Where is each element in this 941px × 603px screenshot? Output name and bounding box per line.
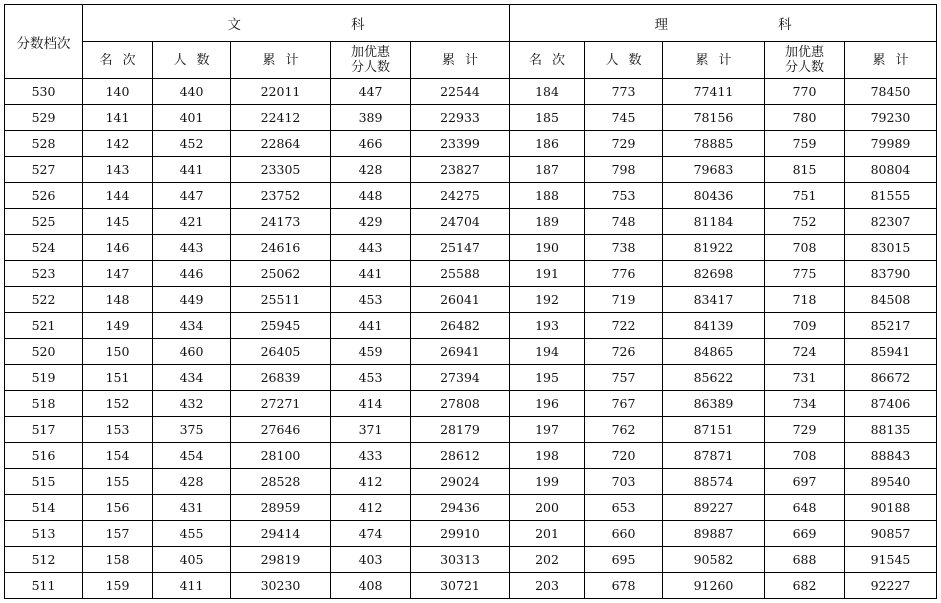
table-row	[5, 573, 937, 599]
wen-count-cell: 455	[153, 521, 231, 547]
li-count-cell: 729	[585, 131, 663, 157]
score-table	[4, 4, 937, 599]
wen-bonus-count-cell: 433	[331, 443, 411, 469]
wen-bonus-count-cell: 429	[331, 209, 411, 235]
li-count-cell: 703	[585, 469, 663, 495]
wen-bonus-count-cell: 408	[331, 573, 411, 599]
wen-rank-cell: 141	[83, 105, 153, 131]
li-bonus-count-cell: 780	[765, 105, 845, 131]
li-bonus-cumulative-cell: 80804	[845, 157, 937, 183]
wen-bonus-cumulative-cell: 27808	[411, 391, 510, 417]
sub-header-row	[5, 42, 937, 79]
li-rank-cell: 196	[510, 391, 585, 417]
li-cumulative-header: 累计	[663, 42, 765, 79]
li-rank-cell: 191	[510, 261, 585, 287]
score-cell: 521	[5, 313, 83, 339]
wen-cumulative-cell: 23752	[231, 183, 331, 209]
score-cell: 516	[5, 443, 83, 469]
li-cumulative-cell: 83417	[663, 287, 765, 313]
wen-cumulative-cell: 28528	[231, 469, 331, 495]
li-bonus-cumulative-cell: 91545	[845, 547, 937, 573]
li-cumulative-cell: 88574	[663, 469, 765, 495]
wen-cumulative-cell: 28959	[231, 495, 331, 521]
li-cumulative-cell: 78885	[663, 131, 765, 157]
wen-bonus-count-cell: 453	[331, 287, 411, 313]
wen-rank-cell: 150	[83, 339, 153, 365]
wen-rank-cell: 142	[83, 131, 153, 157]
table-row	[5, 131, 937, 157]
li-bonus-count-cell: 718	[765, 287, 845, 313]
wen-count-cell: 447	[153, 183, 231, 209]
score-cell: 529	[5, 105, 83, 131]
wen-bonus-cumulative-cell: 29024	[411, 469, 510, 495]
table-row	[5, 521, 937, 547]
wen-count-cell: 460	[153, 339, 231, 365]
li-bonus-cumulative-cell: 83015	[845, 235, 937, 261]
wen-bonus-cumulative-cell: 30313	[411, 547, 510, 573]
li-bonus-count-cell: 708	[765, 235, 845, 261]
wen-bonus-cumulative-cell: 23399	[411, 131, 510, 157]
li-cumulative-cell: 89887	[663, 521, 765, 547]
wen-count-cell: 421	[153, 209, 231, 235]
li-rank-cell: 185	[510, 105, 585, 131]
wen-bonus-cumulative-cell: 22933	[411, 105, 510, 131]
wen-count-cell: 440	[153, 79, 231, 105]
wen-bonus-cumulative-cell: 26482	[411, 313, 510, 339]
li-count-cell: 695	[585, 547, 663, 573]
table-row	[5, 313, 937, 339]
wen-rank-cell: 153	[83, 417, 153, 443]
wen-bonus-count-cell: 412	[331, 469, 411, 495]
wen-bonus-cumulative-cell: 25588	[411, 261, 510, 287]
table-row	[5, 183, 937, 209]
score-cell: 525	[5, 209, 83, 235]
wen-cumulative-cell: 25945	[231, 313, 331, 339]
wen-bonus-cumulative-cell: 23827	[411, 157, 510, 183]
li-bonus-count-cell: 682	[765, 573, 845, 599]
wen-bonus-count-cell: 441	[331, 261, 411, 287]
li-bonus-cumulative-cell: 78450	[845, 79, 937, 105]
li-bonus-cumulative-cell: 89540	[845, 469, 937, 495]
li-count-header: 人数	[585, 42, 663, 79]
wen-count-cell: 434	[153, 313, 231, 339]
table-row	[5, 287, 937, 313]
li-count-cell: 767	[585, 391, 663, 417]
table-row	[5, 339, 937, 365]
li-cumulative-cell: 86389	[663, 391, 765, 417]
wen-cumulative-cell: 27271	[231, 391, 331, 417]
wen-bonus-cumulative-cell: 26041	[411, 287, 510, 313]
wen-count-cell: 443	[153, 235, 231, 261]
li-rank-cell: 192	[510, 287, 585, 313]
wen-count-cell: 449	[153, 287, 231, 313]
li-count-cell: 726	[585, 339, 663, 365]
li-cumulative-cell: 85622	[663, 365, 765, 391]
wen-bonus-count-cell: 412	[331, 495, 411, 521]
li-count-cell: 773	[585, 79, 663, 105]
wen-cumulative-cell: 26839	[231, 365, 331, 391]
li-cumulative-cell: 84139	[663, 313, 765, 339]
li-cumulative-cell: 82698	[663, 261, 765, 287]
wen-count-cell: 431	[153, 495, 231, 521]
li-cumulative-cell: 90582	[663, 547, 765, 573]
wen-count-cell: 432	[153, 391, 231, 417]
wen-bonus-count-cell: 441	[331, 313, 411, 339]
wen-bonus-count-cell: 447	[331, 79, 411, 105]
li-rank-header: 名次	[510, 42, 585, 79]
table-row	[5, 443, 937, 469]
li-cumulative-cell: 81184	[663, 209, 765, 235]
li-bonus-count-cell: 734	[765, 391, 845, 417]
li-bonus-cumulative-cell: 87406	[845, 391, 937, 417]
wen-rank-header: 名次	[83, 42, 153, 79]
li-rank-cell: 201	[510, 521, 585, 547]
wen-count-header: 人数	[153, 42, 231, 79]
wen-count-cell: 401	[153, 105, 231, 131]
table-row	[5, 391, 937, 417]
li-rank-cell: 200	[510, 495, 585, 521]
wen-rank-cell: 145	[83, 209, 153, 235]
wen-bonus-cumulative-header: 累计	[411, 42, 510, 79]
li-count-cell: 653	[585, 495, 663, 521]
li-cumulative-cell: 84865	[663, 339, 765, 365]
li-bonus-count-cell: 688	[765, 547, 845, 573]
li-count-cell: 678	[585, 573, 663, 599]
wen-bonus-cumulative-cell: 28179	[411, 417, 510, 443]
li-rank-cell: 197	[510, 417, 585, 443]
wen-rank-cell: 152	[83, 391, 153, 417]
wen-rank-cell: 151	[83, 365, 153, 391]
wen-cumulative-cell: 29819	[231, 547, 331, 573]
wen-rank-cell: 147	[83, 261, 153, 287]
li-ke-header: 理科	[510, 5, 937, 42]
wen-cumulative-cell: 28100	[231, 443, 331, 469]
li-bonus-cumulative-cell: 92227	[845, 573, 937, 599]
score-rank-header: 分数档次	[5, 5, 83, 79]
li-bonus-cumulative-cell: 88135	[845, 417, 937, 443]
wen-rank-cell: 159	[83, 573, 153, 599]
li-bonus-cumulative-cell: 81555	[845, 183, 937, 209]
li-bonus-cumulative-cell: 90857	[845, 521, 937, 547]
header-group-row	[5, 5, 937, 42]
wen-bonus-cumulative-cell: 29436	[411, 495, 510, 521]
table-body	[5, 79, 937, 599]
table-row	[5, 547, 937, 573]
wen-cumulative-cell: 22864	[231, 131, 331, 157]
li-rank-cell: 194	[510, 339, 585, 365]
li-bonus-count-header: 加优惠 分人数	[765, 42, 845, 79]
wen-bonus-count-cell: 466	[331, 131, 411, 157]
wen-rank-cell: 148	[83, 287, 153, 313]
wen-bonus-cumulative-cell: 27394	[411, 365, 510, 391]
wen-rank-cell: 140	[83, 79, 153, 105]
li-count-cell: 757	[585, 365, 663, 391]
wen-count-cell: 405	[153, 547, 231, 573]
score-cell: 524	[5, 235, 83, 261]
score-cell: 517	[5, 417, 83, 443]
wen-rank-cell: 143	[83, 157, 153, 183]
li-bonus-count-cell: 752	[765, 209, 845, 235]
li-rank-cell: 189	[510, 209, 585, 235]
li-rank-cell: 198	[510, 443, 585, 469]
score-cell: 513	[5, 521, 83, 547]
li-bonus-count-cell: 697	[765, 469, 845, 495]
wen-cumulative-cell: 23305	[231, 157, 331, 183]
li-cumulative-cell: 87151	[663, 417, 765, 443]
li-cumulative-cell: 77411	[663, 79, 765, 105]
li-bonus-cumulative-cell: 90188	[845, 495, 937, 521]
wen-bonus-cumulative-cell: 25147	[411, 235, 510, 261]
li-bonus-cumulative-cell: 79230	[845, 105, 937, 131]
wen-cumulative-cell: 30230	[231, 573, 331, 599]
wen-rank-cell: 149	[83, 313, 153, 339]
li-bonus-count-cell: 751	[765, 183, 845, 209]
li-bonus-count-cell: 669	[765, 521, 845, 547]
wen-cumulative-cell: 25511	[231, 287, 331, 313]
li-rank-cell: 203	[510, 573, 585, 599]
wen-count-cell: 454	[153, 443, 231, 469]
li-count-cell: 762	[585, 417, 663, 443]
wen-bonus-cumulative-cell: 29910	[411, 521, 510, 547]
li-bonus-cumulative-cell: 83790	[845, 261, 937, 287]
li-bonus-count-cell: 709	[765, 313, 845, 339]
wen-rank-cell: 156	[83, 495, 153, 521]
li-bonus-count-cell: 708	[765, 443, 845, 469]
wen-bonus-count-cell: 389	[331, 105, 411, 131]
li-count-cell: 738	[585, 235, 663, 261]
score-cell: 515	[5, 469, 83, 495]
wen-bonus-count-cell: 448	[331, 183, 411, 209]
wen-cumulative-cell: 24616	[231, 235, 331, 261]
table-row	[5, 209, 937, 235]
wen-count-cell: 452	[153, 131, 231, 157]
li-count-cell: 720	[585, 443, 663, 469]
score-cell: 523	[5, 261, 83, 287]
wen-bonus-count-cell: 459	[331, 339, 411, 365]
wen-bonus-count-cell: 443	[331, 235, 411, 261]
li-count-cell: 753	[585, 183, 663, 209]
li-bonus-cumulative-header: 累计	[845, 42, 937, 79]
wen-count-cell: 411	[153, 573, 231, 599]
wen-bonus-count-header: 加优惠 分人数	[331, 42, 411, 79]
li-bonus-cumulative-cell: 88843	[845, 443, 937, 469]
table-row	[5, 235, 937, 261]
score-cell: 526	[5, 183, 83, 209]
wen-bonus-cumulative-cell: 22544	[411, 79, 510, 105]
wen-cumulative-cell: 22412	[231, 105, 331, 131]
li-count-cell: 798	[585, 157, 663, 183]
li-bonus-count-cell: 759	[765, 131, 845, 157]
li-bonus-cumulative-cell: 79989	[845, 131, 937, 157]
li-bonus-cumulative-cell: 85217	[845, 313, 937, 339]
table-row	[5, 157, 937, 183]
li-bonus-count-cell: 729	[765, 417, 845, 443]
li-cumulative-cell: 80436	[663, 183, 765, 209]
score-cell: 511	[5, 573, 83, 599]
table-row	[5, 79, 937, 105]
li-count-cell: 748	[585, 209, 663, 235]
li-count-cell: 776	[585, 261, 663, 287]
wen-bonus-cumulative-cell: 24275	[411, 183, 510, 209]
li-bonus-cumulative-cell: 86672	[845, 365, 937, 391]
wen-cumulative-cell: 22011	[231, 79, 331, 105]
li-bonus-cumulative-cell: 85941	[845, 339, 937, 365]
wen-rank-cell: 154	[83, 443, 153, 469]
li-rank-cell: 199	[510, 469, 585, 495]
wen-count-cell: 441	[153, 157, 231, 183]
li-cumulative-cell: 81922	[663, 235, 765, 261]
wen-cumulative-cell: 27646	[231, 417, 331, 443]
wen-bonus-count-cell: 428	[331, 157, 411, 183]
table-row	[5, 417, 937, 443]
li-cumulative-cell: 87871	[663, 443, 765, 469]
table-row	[5, 469, 937, 495]
score-cell: 522	[5, 287, 83, 313]
wen-bonus-count-cell: 371	[331, 417, 411, 443]
wen-bonus-count-cell: 474	[331, 521, 411, 547]
li-cumulative-cell: 79683	[663, 157, 765, 183]
score-cell: 519	[5, 365, 83, 391]
li-rank-cell: 188	[510, 183, 585, 209]
wen-bonus-cumulative-cell: 26941	[411, 339, 510, 365]
li-bonus-count-cell: 724	[765, 339, 845, 365]
wen-rank-cell: 146	[83, 235, 153, 261]
li-rank-cell: 186	[510, 131, 585, 157]
wen-cumulative-cell: 25062	[231, 261, 331, 287]
score-cell: 530	[5, 79, 83, 105]
li-bonus-count-cell: 731	[765, 365, 845, 391]
wen-count-cell: 375	[153, 417, 231, 443]
wen-rank-cell: 157	[83, 521, 153, 547]
wen-bonus-cumulative-cell: 28612	[411, 443, 510, 469]
li-bonus-count-cell: 775	[765, 261, 845, 287]
score-cell: 520	[5, 339, 83, 365]
li-rank-cell: 184	[510, 79, 585, 105]
wen-bonus-count-cell: 453	[331, 365, 411, 391]
li-rank-cell: 193	[510, 313, 585, 339]
table-row	[5, 495, 937, 521]
wen-rank-cell: 158	[83, 547, 153, 573]
wen-bonus-count-cell: 414	[331, 391, 411, 417]
wen-cumulative-cell: 29414	[231, 521, 331, 547]
li-bonus-count-cell: 770	[765, 79, 845, 105]
wen-cumulative-header: 累计	[231, 42, 331, 79]
table-row	[5, 365, 937, 391]
li-bonus-cumulative-cell: 84508	[845, 287, 937, 313]
wen-rank-cell: 155	[83, 469, 153, 495]
wen-bonus-count-cell: 403	[331, 547, 411, 573]
wen-bonus-cumulative-cell: 30721	[411, 573, 510, 599]
li-rank-cell: 187	[510, 157, 585, 183]
wen-ke-header: 文科	[83, 5, 510, 42]
li-bonus-count-cell: 648	[765, 495, 845, 521]
li-bonus-cumulative-cell: 82307	[845, 209, 937, 235]
li-cumulative-cell: 89227	[663, 495, 765, 521]
score-cell: 527	[5, 157, 83, 183]
table-row	[5, 105, 937, 131]
score-cell: 512	[5, 547, 83, 573]
li-bonus-count-cell: 815	[765, 157, 845, 183]
score-cell: 528	[5, 131, 83, 157]
li-count-cell: 722	[585, 313, 663, 339]
li-count-cell: 719	[585, 287, 663, 313]
wen-cumulative-cell: 24173	[231, 209, 331, 235]
score-cell: 518	[5, 391, 83, 417]
table-row	[5, 261, 937, 287]
wen-count-cell: 446	[153, 261, 231, 287]
wen-bonus-cumulative-cell: 24704	[411, 209, 510, 235]
score-cell: 514	[5, 495, 83, 521]
li-rank-cell: 195	[510, 365, 585, 391]
li-count-cell: 660	[585, 521, 663, 547]
wen-count-cell: 434	[153, 365, 231, 391]
li-cumulative-cell: 91260	[663, 573, 765, 599]
wen-cumulative-cell: 26405	[231, 339, 331, 365]
li-rank-cell: 202	[510, 547, 585, 573]
wen-rank-cell: 144	[83, 183, 153, 209]
wen-count-cell: 428	[153, 469, 231, 495]
li-cumulative-cell: 78156	[663, 105, 765, 131]
li-rank-cell: 190	[510, 235, 585, 261]
li-count-cell: 745	[585, 105, 663, 131]
